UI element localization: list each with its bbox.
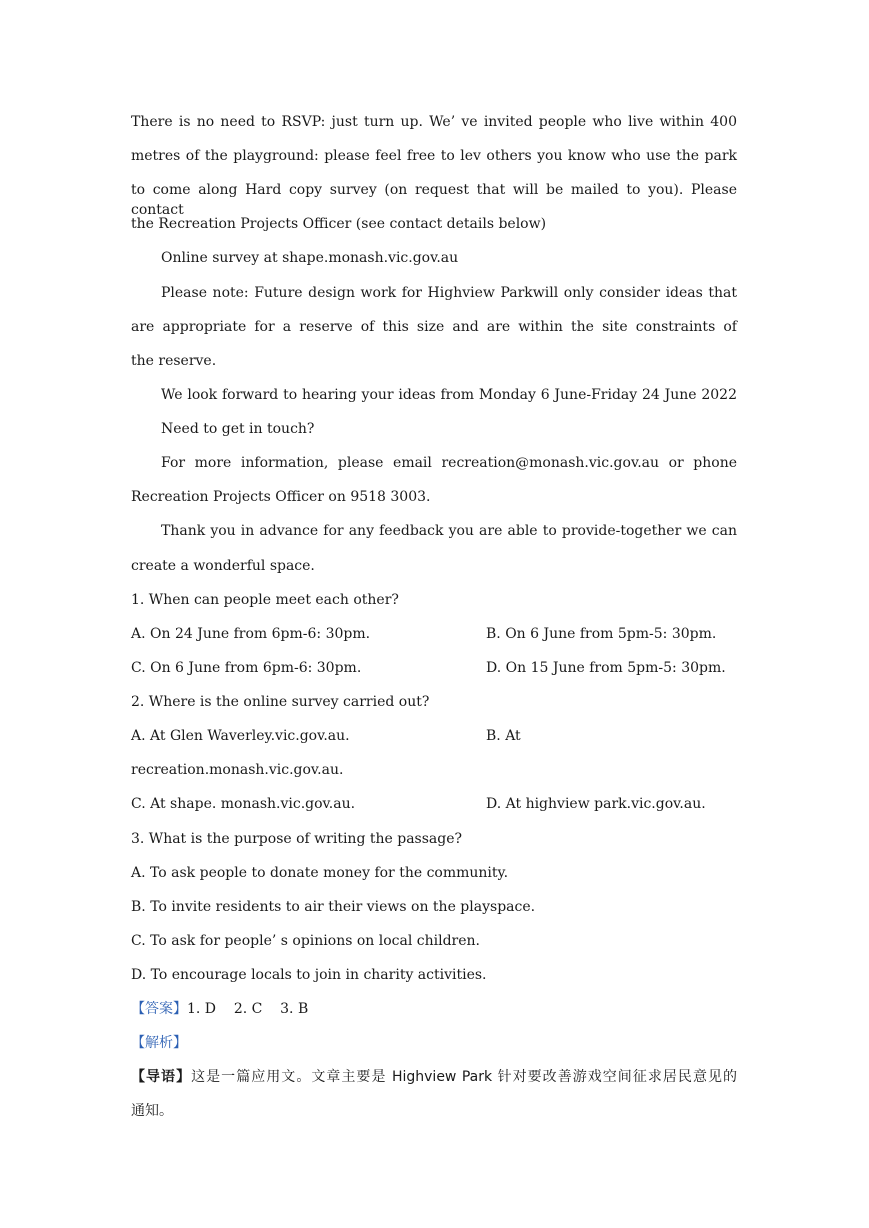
option-a: A. At Glen Waverley.vic.gov.au. bbox=[131, 728, 350, 744]
option-d: D. To encourage locals to join in charity activities. bbox=[131, 967, 487, 983]
analysis-label: 【解析】 bbox=[131, 1035, 187, 1051]
passage-line: There is no need to RSVP: just turn up. We’ ve invited people who live within 400 bbox=[131, 114, 737, 130]
contact-heading: Need to get in touch? bbox=[161, 421, 315, 437]
note-line: the reserve. bbox=[131, 353, 217, 369]
intro-line bbox=[131, 1067, 737, 1087]
question-stem: 3. What is the purpose of writing the passage? bbox=[131, 831, 463, 847]
option-b: B. At bbox=[486, 728, 521, 744]
thanks-line: Thank you in advance for any feedback you are able to provide-together we can bbox=[161, 523, 737, 539]
dates-line: We look forward to hearing your ideas from Monday 6 June-Friday 24 June 2022 bbox=[161, 387, 737, 403]
info-line: For more information, please email recreation@monash.vic.gov.au or phone bbox=[161, 455, 737, 471]
intro-continued: 通知。 bbox=[131, 1103, 173, 1119]
answer-line bbox=[131, 999, 737, 1019]
option-c: C. At shape. monash.vic.gov.au. bbox=[131, 796, 356, 812]
passage-line: the Recreation Projects Officer (see contact details below) bbox=[131, 216, 547, 232]
thanks-line: create a wonderful space. bbox=[131, 558, 315, 574]
option-a: A. On 24 June from 6pm-6: 30pm. bbox=[131, 626, 371, 642]
answer-text: 1. D 2. C 3. B bbox=[187, 1001, 309, 1017]
intro-text: 这是一篇应用文。文章主要是 Highview Park 针对要改善游戏空间征求居民意见的 bbox=[191, 1069, 738, 1085]
note-line: are appropriate for a reserve of this size and are within the site constraints of bbox=[131, 319, 737, 335]
note-line: Please note: Future design work for Highview Parkwill only consider ideas that bbox=[161, 285, 737, 301]
answer-label: 【答案】 bbox=[131, 1001, 187, 1017]
passage-line: metres of the playground: please feel free to lev others you know who use the park bbox=[131, 148, 737, 164]
passage-line: to come along Hard copy survey (on request that will be mailed to you). Please contact bbox=[131, 182, 737, 218]
option-c: C. On 6 June from 6pm-6: 30pm. bbox=[131, 660, 362, 676]
option-a: A. To ask people to donate money for the community. bbox=[131, 865, 509, 881]
online-survey-line: Online survey at shape.monash.vic.gov.au bbox=[161, 250, 459, 266]
intro-label: 【导语】 bbox=[131, 1069, 192, 1085]
option-c: C. To ask for people’ s opinions on local children. bbox=[131, 933, 480, 949]
option-b-continued: recreation.monash.vic.gov.au. bbox=[131, 762, 344, 778]
option-b: B. On 6 June from 5pm-5: 30pm. bbox=[486, 626, 717, 642]
question-stem: 1. When can people meet each other? bbox=[131, 592, 399, 608]
option-d: D. On 15 June from 5pm-5: 30pm. bbox=[486, 660, 726, 676]
info-line: Recreation Projects Officer on 9518 3003. bbox=[131, 489, 431, 505]
analysis-line bbox=[131, 1033, 737, 1053]
option-b: B. To invite residents to air their views on the playspace. bbox=[131, 899, 536, 915]
option-d: D. At highview park.vic.gov.au. bbox=[486, 796, 706, 812]
question-stem: 2. Where is the online survey carried out? bbox=[131, 694, 430, 710]
